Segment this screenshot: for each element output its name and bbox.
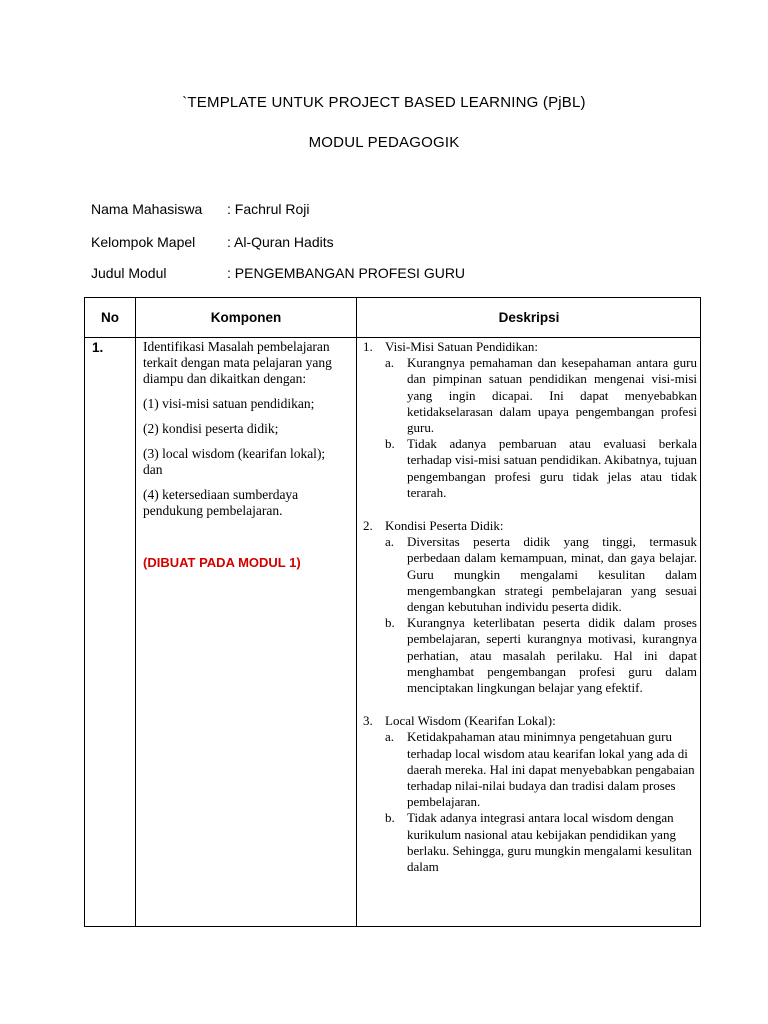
item-letter: a.: [385, 355, 395, 371]
item-letter: b.: [385, 436, 395, 452]
item-letter: b.: [385, 615, 395, 631]
section-number: 1.: [363, 339, 373, 354]
header-komponen: Komponen: [210, 310, 282, 325]
list-item: [385, 615, 697, 696]
list-item: [385, 436, 697, 501]
item-text: Tidak adanya pembaruan atau evaluasi berkala terhadap visi-misi satuan pendidikan. Akibatnya, tujuan pengembangan profesi guru tidak jelas atau tidak terarah.: [407, 436, 697, 500]
meta-value: : Al-Quran Hadits: [227, 234, 334, 250]
item-letter: a.: [385, 534, 395, 550]
list-item: [385, 534, 697, 615]
komponen-intro: Identifikasi Masalah pembelajaran terkait dengan mata pelajaran yang diampu dan dikaitkan dengan:: [143, 339, 332, 386]
meta-label: Judul Modul: [91, 265, 167, 281]
meta-value: : PENGEMBANGAN PROFESI GURU: [227, 265, 466, 281]
column-divider: [356, 298, 357, 926]
item-text: Diversitas peserta didik yang tinggi, termasuk perbedaan dalam kemampuan, minat, dan gaya belajar. Guru mungkin mengalami kesulitan dalam mengembangkan strategi pembelajaran yang sesuai dengan kebutuhan individu peserta didik.: [407, 534, 697, 615]
deskripsi-cell: [363, 339, 697, 892]
list-item: [385, 355, 697, 436]
header-no: No: [101, 310, 119, 325]
komponen-cell: [143, 339, 343, 571]
item-text: Kurangnya pemahaman dan kesepahaman antara guru dan pimpinan satuan pendidikan mengenai visi-misi yang ingin dicapai. Ini dapat menyebabkan ketidakselarasan dalam upaya pengembangan profesi guru.: [407, 355, 697, 436]
item-text: Kurangnya keterlibatan peserta didik dalam proses pembelajaran, seperti kurangnya motivasi, kurangnya perhatian, atau masalah perilaku. Hal ini dapat menghambat pengembangan profesi guru dalam menciptakan lingkungan belajar yang efektif.: [407, 615, 697, 696]
item-letter: a.: [385, 729, 395, 745]
list-item: [385, 810, 697, 875]
komponen-item: (3) local wisdom (kearifan lokal); dan: [143, 446, 326, 477]
document-title: `TEMPLATE UNTUK PROJECT BASED LEARNING (PjBL): [182, 94, 586, 111]
deskripsi-section: [363, 339, 697, 501]
header-divider: [85, 337, 700, 338]
section-title: Local Wisdom (Kearifan Lokal):: [385, 713, 556, 729]
item-text: Tidak adanya integrasi antara local wisdom dengan kurikulum nasional atau kebijakan pendidikan yang berlaku. Sehingga, guru mungkin mengalami kesulitan dalam: [407, 810, 692, 875]
section-number: 3.: [363, 713, 373, 729]
row-number: 1.: [92, 340, 104, 355]
section-title: Kondisi Peserta Didik:: [385, 518, 504, 534]
header-deskripsi: Deskripsi: [498, 310, 560, 325]
deskripsi-section: [363, 713, 697, 875]
module-table: [84, 297, 701, 927]
deskripsi-section: [363, 518, 697, 696]
section-title: Visi-Misi Satuan Pendidikan:: [385, 339, 539, 354]
meta-value: : Fachrul Roji: [227, 201, 310, 217]
meta-label: Kelompok Mapel: [91, 234, 196, 250]
module-note: (DIBUAT PADA MODUL 1): [143, 555, 301, 570]
item-text: Ketidakpahaman atau minimnya pengetahuan guru terhadap local wisdom atau kearifan lokal yang ada di daerah mereka. Hal ini dapat menyebabkan pengabaian terhadap nilai-nilai budaya dan tradisi dalam proses pembelajaran.: [407, 729, 695, 810]
section-number: 2.: [363, 518, 373, 534]
item-letter: b.: [385, 810, 395, 826]
komponen-item: (4) ketersediaan sumberdaya pendukung pembelajaran.: [143, 487, 299, 518]
column-divider: [135, 298, 136, 926]
document-subtitle: MODUL PEDAGOGIK: [308, 134, 460, 151]
list-item: [385, 729, 697, 810]
meta-label: Nama Mahasiswa: [91, 201, 203, 217]
komponen-item: (2) kondisi peserta didik;: [143, 421, 279, 436]
komponen-item: (1) visi-misi satuan pendidikan;: [143, 396, 315, 411]
